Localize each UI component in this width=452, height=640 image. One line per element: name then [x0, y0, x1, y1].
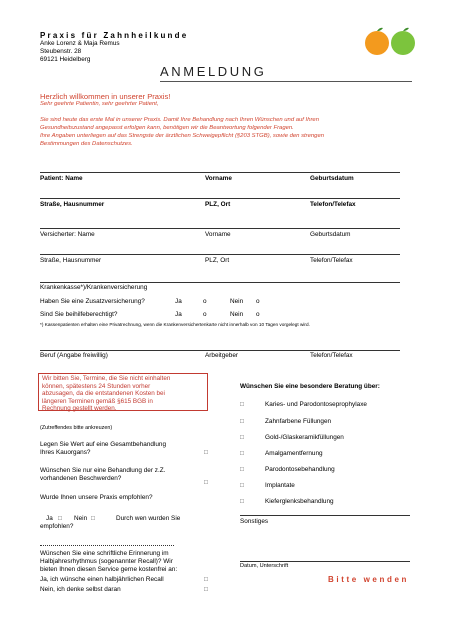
title-divider [160, 81, 412, 82]
datum-unterschrift-label: Datum, Unterschrift [240, 563, 289, 569]
address-line-2: Steubenstr. 28 [40, 48, 82, 55]
zusatz-ja-label: Ja [175, 298, 182, 305]
intro-line-4: Bestimmungen des Datenschutzes. [40, 141, 133, 147]
insured-telefon-label: Telefon/Telefax [310, 257, 353, 264]
address-line-3: 69121 Heidelberg [40, 56, 91, 63]
sonstiges-label: Sonstiges [240, 518, 269, 525]
durch-wen-label: Durch wen wurden Sie [116, 515, 181, 522]
insured-plz-label: PLZ, Ort [205, 257, 230, 264]
sonstiges-line[interactable] [240, 515, 410, 516]
empfohlen-nein-label: Nein [74, 515, 88, 522]
recall-no-checkbox[interactable]: □ [204, 586, 208, 593]
insured-name-line[interactable] [40, 228, 400, 229]
consult-item-5: Parodontosebehandlung [265, 466, 335, 473]
consult-item-6: Implantate [265, 482, 295, 489]
consult-checkbox-6[interactable]: □ [240, 482, 244, 489]
intro-line-2: Gesundheitszustand angepasst erfolgen kann, benötigen wir die Beantwortung folgender Fragen. [40, 125, 294, 131]
consult-item-4: Amalgamentfernung [265, 450, 323, 457]
recall-yes-label: Ja, ich wünsche einen halbjährlichen Recall [40, 576, 164, 583]
insurance-line[interactable] [40, 282, 400, 283]
cancellation-notice [38, 373, 208, 411]
recall-question-2: Halbjahresrhythmus (sogenannter Recall)? Wir [40, 558, 173, 565]
signature-line[interactable] [240, 561, 410, 562]
strasse-label: Straße, Hausnummer [40, 201, 105, 208]
notice-line-3: abzusagen, da die entstandenen Kosten bei [42, 390, 165, 398]
einzel-checkbox[interactable]: □ [204, 479, 208, 486]
geburtsdatum-label: Geburtsdatum [310, 175, 354, 182]
insurance-footnote: *) Kassenpatienten erhalten eine Privatrechnung, wenn die Krankenversichertenkarte nicht innerhalb von 10 Tagen vorgelegt wird. [40, 322, 310, 327]
empfohlen-nein-checkbox[interactable]: □ [91, 515, 95, 522]
practice-name: Praxis für Zahnheilkunde [40, 31, 189, 40]
consult-checkbox-5[interactable]: □ [240, 466, 244, 473]
intro-line-3: Ihre Angaben unterliegen auf das Strengste der ärztlichen Schweigepflicht (§203 STGB), sowie den strengen [40, 133, 325, 139]
einzel-question-1: Wünschen Sie nur eine Behandlung der z.Z. [40, 467, 166, 474]
welcome-heading: Herzlich willkommen in unserer Praxis! [40, 92, 171, 101]
recall-yes-checkbox[interactable]: □ [204, 576, 208, 583]
versicherter-label: Versicherter: Name [40, 231, 95, 238]
recall-question-1: Wünschen Sie eine schriftliche Erinnerung im [40, 550, 169, 557]
telefon-label: Telefon/Telefax [310, 201, 356, 208]
zusatz-nein-label: Nein [230, 298, 244, 305]
insured-strasse-label: Straße, Hausnummer [40, 257, 102, 264]
recall-question-3: bieten Ihnen diesen Service gerne kostenfrei an: [40, 566, 178, 573]
gesamt-question-2: Ihres Kauorgans? [40, 449, 91, 456]
vorname-label: Vorname [205, 175, 232, 182]
gesamt-checkbox[interactable]: □ [204, 449, 208, 456]
zusatzversicherung-question: Haben Sie eine Zusatzversicherung? [40, 298, 145, 305]
consult-item-1: Karies- und Parodontoseprophylaxe [265, 401, 367, 408]
beihilfe-ja-label: Ja [175, 311, 182, 318]
zusatz-nein-radio[interactable]: o [256, 298, 260, 305]
empfohlen-question: Wurde Ihnen unsere Praxis empfohlen? [40, 494, 153, 501]
salutation: Sehr geehrte Patientin, sehr geehrter Patient, [40, 101, 159, 107]
notice-line-2: können, spätestens 24 Stunden vorher [42, 382, 151, 390]
consult-checkbox-7[interactable]: □ [240, 498, 244, 505]
gesamt-question-1: Legen Sie Wert auf eine Gesamtbehandlung [40, 441, 167, 448]
consult-item-7: Kieferglenksbehandlung [265, 498, 334, 505]
notice-line-1: Wir bitten Sie, Termine, die Sie nicht einhalten [42, 375, 171, 382]
beihilfe-nein-radio[interactable]: o [256, 311, 260, 318]
intro-line-1: Sie sind heute das erste Mal in unserer Praxis. Damit Ihre Behandlung nach Ihren Wünschen und auf Ihren [40, 117, 319, 123]
plz-label: PLZ, Ort [205, 201, 231, 208]
empfohlen-by-line[interactable] [40, 545, 174, 546]
consult-checkbox-4[interactable]: □ [240, 450, 244, 457]
insured-geburtsdatum-label: Geburtsdatum [310, 231, 351, 238]
empfohlen-ja-checkbox[interactable]: □ [58, 515, 62, 522]
einzel-question-2: vorhandenen Beschwerden? [40, 475, 122, 482]
beihilfe-nein-label: Nein [230, 311, 244, 318]
beihilfe-ja-radio[interactable]: o [203, 311, 207, 318]
form-title: ANMELDUNG [160, 64, 267, 79]
patient-address-line[interactable] [40, 198, 400, 199]
insured-vorname-label: Vorname [205, 231, 231, 238]
apple-logo-icon [364, 26, 416, 56]
zusatz-ja-radio[interactable]: o [203, 298, 207, 305]
krankenkasse-label: Krankenkasse*)/Krankenversicherung [40, 284, 148, 291]
recall-no-label: Nein, ich denke selbst daran [40, 586, 121, 593]
consult-checkbox-1[interactable]: □ [240, 401, 244, 408]
empfohlen-label: empfohlen? [40, 523, 74, 530]
empfohlen-ja-label: Ja [46, 515, 53, 522]
consult-item-2: Zahnfarbene Füllungen [265, 418, 332, 425]
ankreuzen-hint: (Zutreffendes bitte ankreuzen) [40, 425, 113, 431]
beruf-label: Beruf (Angabe freiwillig) [40, 352, 108, 359]
beruf-telefon-label: Telefon/Telefax [310, 352, 353, 359]
patient-name-line[interactable] [40, 172, 400, 173]
patient-name-label: Patient: Name [40, 175, 83, 182]
notice-line-4: längeren Terminen gemäß §615 BGB in [42, 397, 153, 405]
beihilfe-question: Sind Sie beihilfeberechtigt? [40, 311, 118, 318]
beruf-line[interactable] [40, 350, 400, 351]
notice-line-5: Rechnung gestellt werden. [42, 405, 117, 413]
consult-item-3: Gold-/Glaskeramikfüllungen [265, 434, 344, 441]
bitte-wenden: Bitte wenden [328, 575, 409, 584]
consult-heading: Wünschen Sie eine besondere Beratung über: [240, 383, 380, 390]
consult-checkbox-2[interactable]: □ [240, 418, 244, 425]
consult-checkbox-3[interactable]: □ [240, 434, 244, 441]
arbeitgeber-label: Arbeitgeber [205, 352, 239, 359]
insured-address-line[interactable] [40, 254, 400, 255]
address-line-1: Anke Lorenz & Maja Remus [40, 40, 120, 47]
